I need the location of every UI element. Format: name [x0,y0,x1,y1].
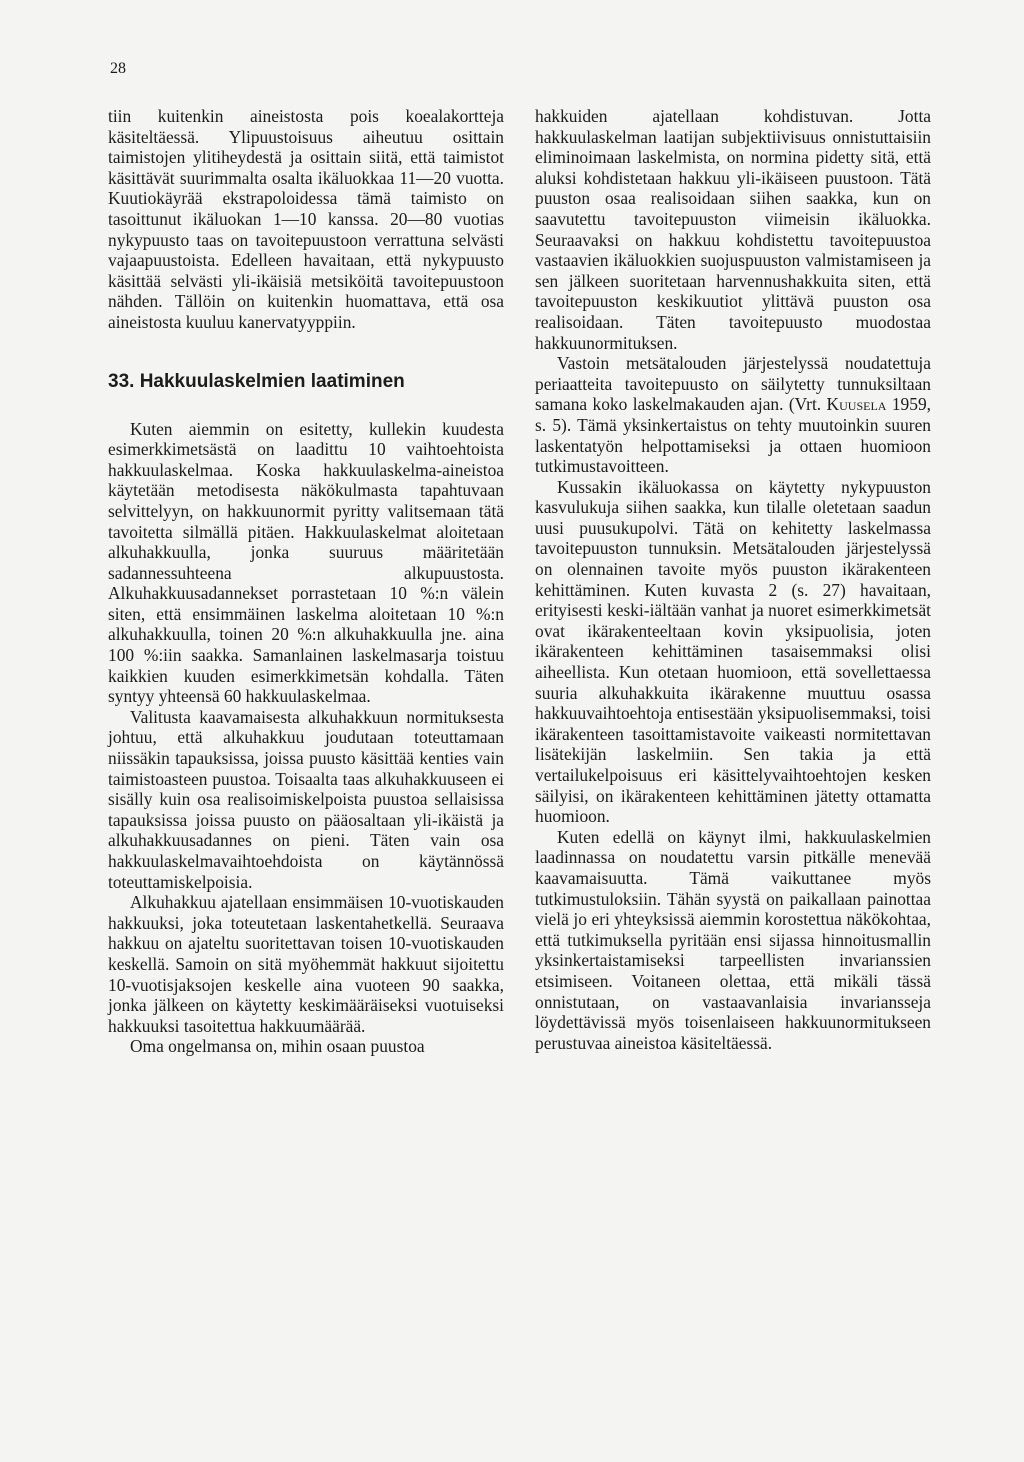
paragraph: Valitusta kaavamaisesta alkuhakkuun normituksesta johtuu, että alkuhakkuu joudutaan toteuttamaan niissäkin tapauksissa, joissa puusto käsittää kenties vain taimistoasteen puustoa. Toisaalta taas alkuhakkuuseen ei sisälly kuin osa realisoimiskelpoista puustoa sellaisissa tapauksissa joissa puusto on pääosaltaan yli-ikäistä ja alkuhakkuusadannes on pieni. Täten vain osa hakkuulaskelmavaihtoehdoista on käytännössä toteuttamiskelpoisia. [108,706,504,892]
page-number: 28 [110,60,126,77]
paragraph-text: 1959, s. 5). Tämä yksinkertaistus on tehty muutoinkin suuren laskentatyön helpottamiseksi ja ottaen huomioon tutkimustavoitteen. [535,394,931,477]
paragraph: Kuten edellä on käynyt ilmi, hakkuulaskelmien laadinnassa on noudatettu varsin pitkälle menevää kaavamaisuutta. Tämä vaikuttanee myös tutkimustuloksiin. Tähän syystä on paikallaan painottaa vielä jo eri yhteyksissä aiemmin korostettua näkökohtaa, että tutkimuksella pyritään ensi sijassa hinnoitusmallin yksinkertaistamiseksi tarpeellisten invarianssien etsimiseen. Voitaneen olettaa, että mikäli tässä onnistutaan, on vastaavanlaisia invariansseja löydettävissä myös toisenlaiseen hakkuunormitukseen perustuvaa aineistoa käsiteltäessä. [535,826,931,1053]
paragraph: Alkuhakkuu ajatellaan ensimmäisen 10-vuotiskauden hakkuuksi, joka toteutetaan laskentahetkellä. Seuraava hakkuu on ajateltu suoritettavan toisen 10-vuotiskauden keskellä. Samoin on sitä myöhemmät hakkuut sijoitettu 10-vuotisjaksojen keskelle aina vuoteen 90 saakka, jonka jälkeen on käytetty keskimääräiseksi vuotuiseksi hakkuuksi tasoitettua hakkuumäärää. [108,892,504,1036]
cited-author: Kuusela [826,394,887,415]
paragraph: Kussakin ikäluokassa on käytetty nykypuuston kasvulukuja siihen saakka, kun tilalle oletetaan saadun uusi puusukupolvi. Tätä on kehitetty laskelmassa tavoitepuuston tunnuksin. Metsätalouden järjestelyssä on olennainen tavoite myös puuston ikärakenteen kehittäminen. Kuten kuvasta 2 (s. 27) havaitaan, erityisesti keski-iältään vanhat ja nuoret esimerkkimetsät ovat ikärakenteeltaan kovin yksipuolisia, joten ikärakenteen kehittäminen tasaisemmaksi olisi aiheellista. Kun otetaan huomioon, että sovellettaessa suuria alkuhakkuita ikärakenne muuttuu osassa hakkuuvaihtoehtoja entisestään yksipuolisemmaksi, toisi ikärakenteen tasoittamistavoite vaikeasti normitettavan lisätekijän laskelmiin. Sen takia ja että vertailukelpoisuus eri käsittelyvaihtoehtojen kesken säilyisi, on ikärakenteen kehittäminen jätetty ottamatta huomioon. [535,476,931,827]
paragraph: hakkuiden ajatellaan kohdistuvan. Jotta hakkuulaskelman laatijan subjektiivisuus onnistuttaisiin eliminoimaan laskelmista, on normina pidetty sitä, että aluksi kohdistetaan hakkuu yli-ikäiseen puustoon. Tätä puuston osaa realisoidaan siihen saakka, kun on saavutettu tavoitepuuston viimeisin ikäluokka. Seuraavaksi on hakkuu kohdistettu tavoitepuustoa vastaavien ikäluokkien suojuspuuston valmistamiseen ja sen jälkeen suoritetaan harvennushakkuita siten, että tavoitepuuston keskikuutiot ylittävä puuston osa realisoidaan. Täten tavoitepuusto muodostaa hakkuunormituksen. [535,106,931,353]
left-column [108,106,504,1057]
paragraph: tiin kuitenkin aineistosta pois koealakortteja käsiteltäessä. Ylipuustoisuus aiheutuu osittain taimistojen ylitiheydestä ja osittain siitä, että taimistot käsittävät suurimmalta osalta ikäluokkaa 11—20 vuotta. Kuutiokäyrää ekstrapoloidessa tämä taimisto on tasoittunut ikäluokan 1—10 kanssa. 20—80 vuotias nykypuusto taas on tavoitepuustoon verrattuna selvästi vajaapuustoista. Edelleen havaitaan, että nykypuusto käsittää selvästi yli-ikäisiä metsiköitä tavoitepuustoon nähden. Tällöin on kuitenkin huomattava, että osa aineistosta kuuluu kanervatyyppiin. [108,106,504,332]
right-column [535,106,931,1053]
paragraph [535,353,931,477]
paragraph: Kuten aiemmin on esitetty, kullekin kuudesta esimerkkimetsästä on laadittu 10 vaihtoehtoista hakkuulaskelmaa. Koska hakkuulaskelma-aineistoa käytetään metodisesta näkökulmasta tapahtuvaan selvittelyyn, on hakkuunormit pyritty valitsemaan tätä tavoitetta silmällä pitäen. Hakkuulaskelmat aloitetaan alkuhakkuulla, jonka suuruus määritetään sadannessuhteena alkupuustosta. Alkuhakkuusadannekset porrastetaan 10 %:n välein siten, että ensimmäinen laskelma aloitetaan 10 %:n alkuhakkuulla, toinen 20 %:n alkuhakkuulla jne. aina 100 %:iin saakka. Samanlainen laskelmasarja toistuu kaikkien kuuden esimerkkimetsän kohdalla. Täten syntyy yhteensä 60 hakkuulaskelmaa. [108,418,504,707]
section-heading: 33. Hakkuulaskelmien laatiminen [108,370,405,392]
paragraph: Oma ongelmansa on, mihin osaan puustoa [130,1036,425,1057]
paragraph-text: Vastoin metsätalouden järjestelyssä noudatettuja periaatteita tavoitepuusto on säilytetty tunnuksiltaan samana koko laskelmakauden ajan. (Vrt. [535,353,931,415]
